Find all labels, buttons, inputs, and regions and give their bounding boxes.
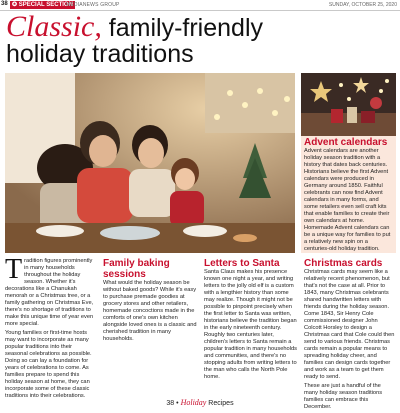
advent-section [304,137,394,255]
intro-paragraph: Young families or first-time hosts may want to incorporate as many popular traditions into their seasonal celebrations as possible. Doing so can lay a foundation for years of celebrations to come. As families prepare to spend this holiday season at home, they can incorporate some of these classic traditions into their celebrations. [5,330,92,399]
santa-heading: Letters to Santa [204,258,280,269]
page-footer [0,398,400,407]
advent-paragraph: Advent calendars are another holiday season tradition with a history that dates back centuries. Historians believe the first Advent calendars were produced in Germany around 1850. Faithful celebrants can now find Advent calendars in many forms, and some retailers even sell craft kits that enable families to create their own calendars at home. Homemade Advent calendars can be a unique way for families to put a relatively new spin on a centuries-old holiday tradition. [304,148,391,252]
baking-heading: Family baking sessions [103,258,170,280]
family-baking-illustration [5,73,295,253]
title-accent: Classic, [6,10,102,43]
family-baking-photo [5,73,295,253]
cards-paragraph: Christmas cards may seem like a relatively recent phenomenon, but that's not the case at all. Prior to 1843, many Christmas celebrants shared handwritten letters with friends during the holiday season. Come 1843, Sir Henry Cole commissioned designer John Colcott Horsley to design a Christmas card that Cole could then send to various friends. Christmas cards remain a popular means to spreading holiday cheer, and families can design cards together and work as a team to get them ready to send. [304,269,395,380]
title-rest: family-friendly holiday traditions [6,14,264,68]
santa-column [204,258,297,383]
intro-paragraph: radition figures prominently in many households throughout the holiday season. Whether it's decorations like a Chanukah menorah or a Christmas tree, or a family gathering on Christmas Eve, there's no shortage of traditions to make this unique time of year even more special. [5,258,94,327]
intro-column [5,254,95,402]
christmas-decor-photo [301,73,396,136]
footer-bullet: • [176,400,179,407]
baking-paragraph: What would the holiday season be without baked goods? While it's easy to purchase premade goodies at grocery stores and other retailers, homemade concoctions made in the comforts of one's own kitchen alongside loved ones is a classic and cherished tradition in many households. [103,280,197,342]
drop-cap: T [5,254,23,285]
page-number: 38 [1,1,8,7]
footer-section-script: Holiday [180,398,207,407]
santa-paragraph: Santa Claus makes his presence known one night a year, and writing letters to the jolly old elf is a custom with a lengthier history than some may realize. Though it might not be possible to pinpoint precisely when the first letter to Santa was written, historians believe the tradition began in the early nineteenth century. Roughly two centuries later, children's letters to Santa remain a popular tradition in many households and communities, and there's no stopping adults from writing letters to the man who calls the North Pole home. [204,269,297,380]
cards-paragraph: These are just a handful of the many holiday season traditions families can embrace this December. [304,383,383,410]
section-icon: ✪ [12,2,19,8]
cards-column [304,258,396,413]
publisher: MEDIANEWS GROUP [66,2,120,8]
footer-page-number: 38 [166,400,175,407]
page-title [6,10,336,68]
issue-date: SUNDAY, OCTOBER 25, 2020 [328,2,397,8]
cards-heading: Christmas cards [304,258,383,269]
christmas-decor-illustration [301,73,396,136]
advent-heading: Advent calendars [304,137,388,148]
baking-column [103,258,198,345]
footer-section-rest: Recipes [206,400,234,407]
section-label: SPECIAL SECTION [18,2,73,8]
